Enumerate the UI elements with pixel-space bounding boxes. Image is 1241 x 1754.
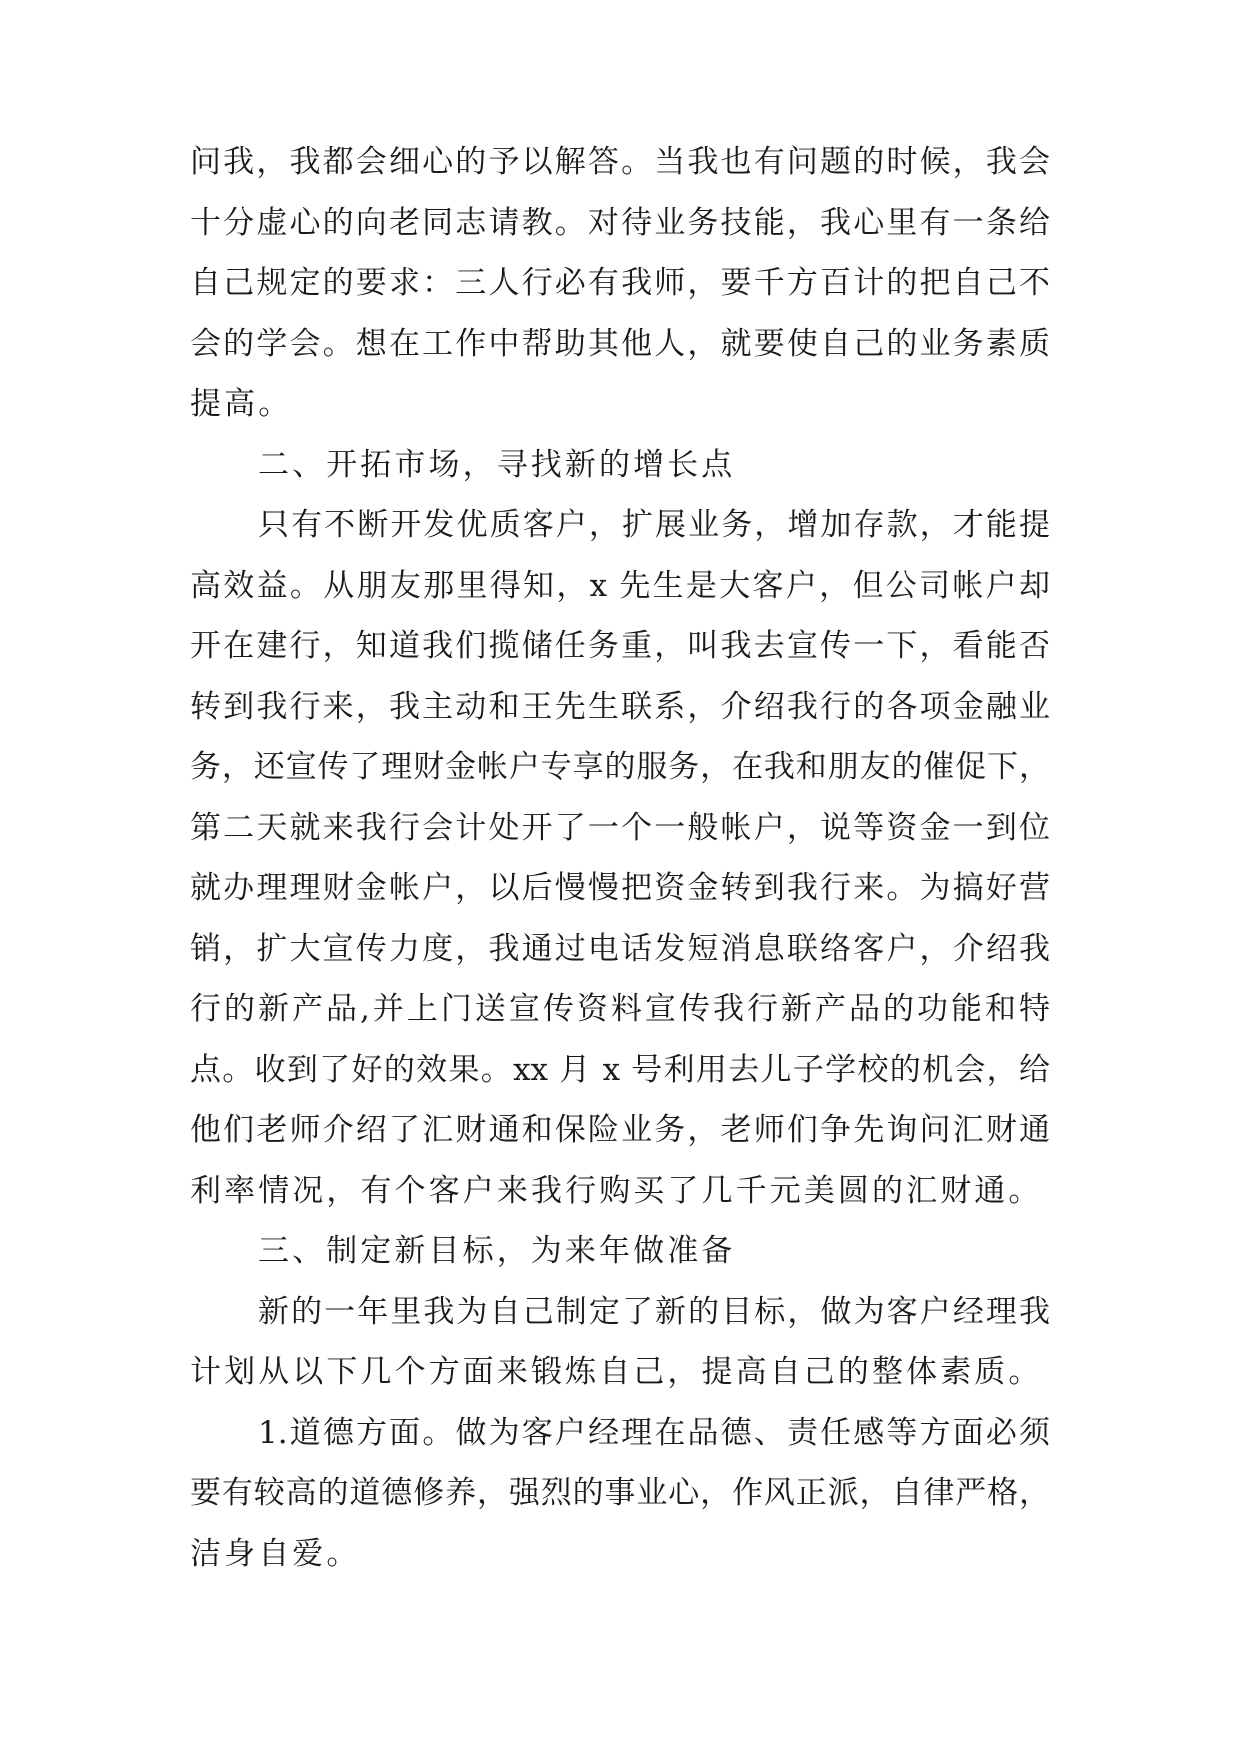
- text-line: 第二天就来我行会计处开了一个一般帐户，说等资金一到位: [190, 809, 1050, 846]
- text-line: 行的新产品,并上门送宣传资料宣传我行新产品的功能和特: [190, 991, 1050, 1027]
- text-line: 高效益。从朋友那里得知，x 先生是大客户，但公司帐户却: [190, 567, 1050, 604]
- text-line: 十分虚心的向老同志请教。对待业务技能，我心里有一条给: [190, 204, 1050, 241]
- text-line: 务，还宣传了理财金帐户专享的服务，在我和朋友的催促下，: [190, 749, 1050, 785]
- text-line: 点。收到了好的效果。xx 月 x 号利用去儿子学校的机会，给: [190, 1051, 1050, 1088]
- text-line: 问我，我都会细心的予以解答。当我也有问题的时候，我会: [190, 144, 1050, 180]
- text-line: 洁身自爱。: [190, 1535, 361, 1572]
- text-line: 提高。: [190, 386, 293, 422]
- text-line: 销，扩大宣传力度，我通过电话发短消息联络客户，介绍我: [190, 930, 1050, 967]
- text-line: 只有不断开发优质客户，扩展业务，增加存款，才能提: [258, 507, 1050, 543]
- text-line: 新的一年里我为自己制定了新的目标，做为客户经理我: [258, 1293, 1050, 1330]
- text-line: 利率情况，有个客户来我行购买了几千元美圆的汇财通。: [190, 1172, 1043, 1209]
- body-text: [190, 132, 1050, 1584]
- text-line: 三、制定新目标，为来年做准备: [258, 1233, 736, 1269]
- text-line: 要有较高的道德修养，强烈的事业心，作风正派，自律严格，: [190, 1475, 1050, 1511]
- text-line: 转到我行来，我主动和王先生联系，介绍我行的各项金融业: [190, 688, 1050, 725]
- text-line: 1.道德方面。做为客户经理在品德、责任感等方面必须: [258, 1414, 1050, 1451]
- text-line: 计划从以下几个方面来锻炼自己，提高自己的整体素质。: [190, 1354, 1043, 1390]
- text-line: 自己规定的要求：三人行必有我师，要千方百计的把自己不: [190, 265, 1050, 301]
- text-line: 开在建行，知道我们揽储任务重，叫我去宣传一下，看能否: [190, 628, 1050, 664]
- text-line: 就办理理财金帐户，以后慢慢把资金转到我行来。为搞好营: [190, 870, 1050, 906]
- text-line: 他们老师介绍了汇财通和保险业务，老师们争先询问汇财通: [190, 1112, 1050, 1148]
- text-line: 会的学会。想在工作中帮助其他人，就要使自己的业务素质: [190, 325, 1050, 362]
- text-line: 二、开拓市场，寻找新的增长点: [258, 446, 736, 483]
